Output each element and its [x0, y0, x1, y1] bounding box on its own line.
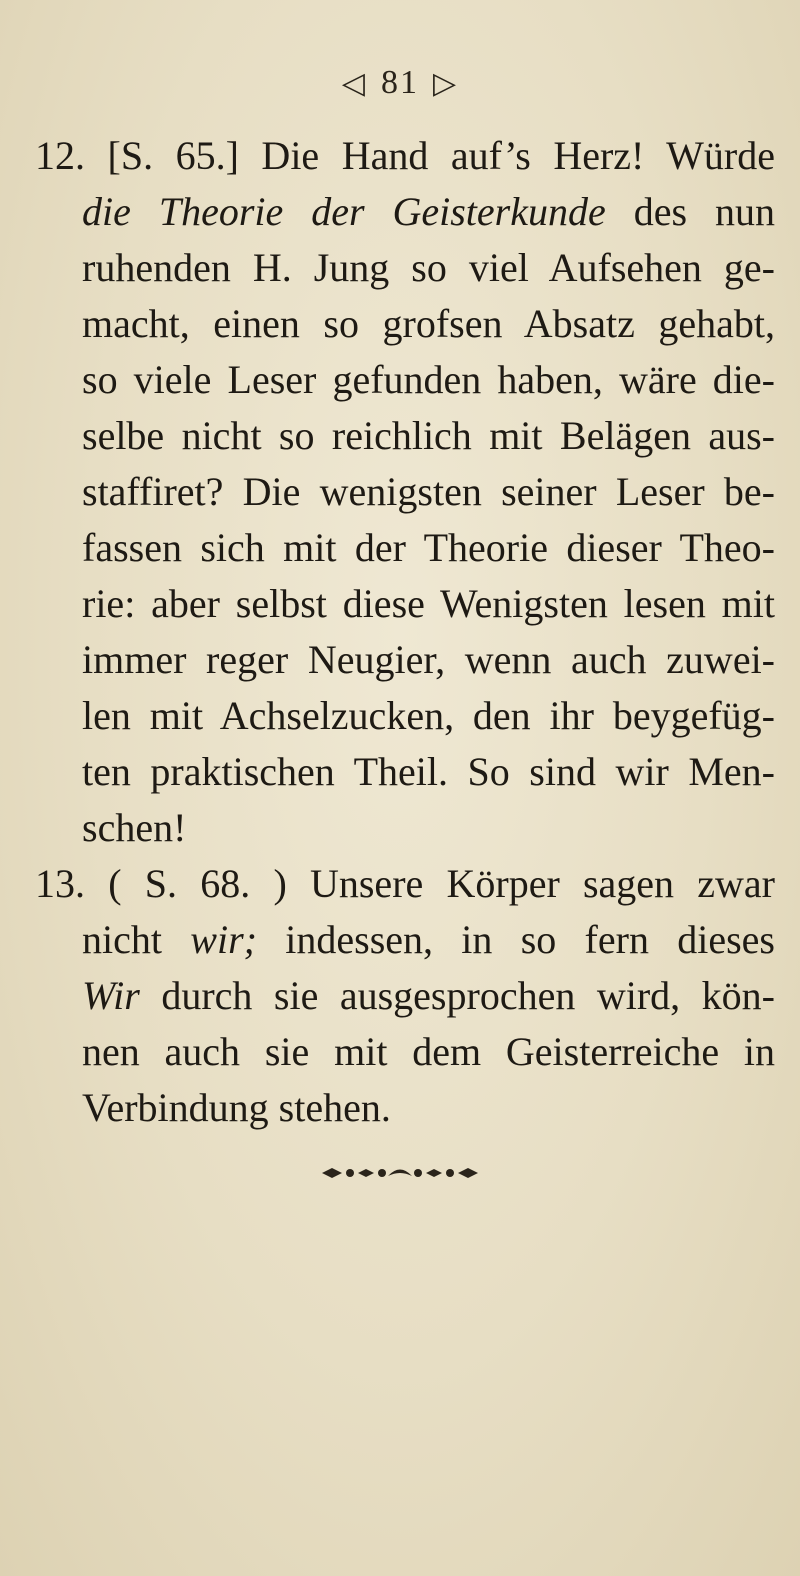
- note-line: staffiret? Die wenigsten seiner Leser be-: [82, 469, 775, 514]
- note-line: Verbindung stehen.: [82, 1085, 391, 1130]
- note-line: 12. [S. 65.] Die Hand auf’s Herz! Würde: [35, 133, 775, 178]
- note-13: [35, 856, 775, 1136]
- note-number: 13.: [35, 861, 85, 906]
- decorative-rule: [0, 1163, 800, 1188]
- page-header: [0, 62, 800, 102]
- note-line: 13. ( S. 68. ) Unsere Körper sagen zwar: [35, 861, 775, 906]
- note-line: selbe nicht so reichlich mit Belägen aus-: [82, 413, 775, 458]
- note-line: Wir durch sie ausgesprochen wird, kön-: [82, 973, 775, 1018]
- ornament-rule-icon: [320, 1163, 480, 1183]
- left-ornament-icon: ◁: [341, 66, 367, 100]
- note-number: 12.: [35, 133, 85, 178]
- note-line: fassen sich mit der Theorie dieser Theo-: [82, 525, 775, 570]
- note-12: [35, 128, 775, 856]
- note-line: len mit Achselzucken, den ihr beygefüg-: [82, 693, 775, 738]
- note-line: die Theorie der Geisterkunde des nun: [82, 189, 775, 234]
- note-line: ruhenden H. Jung so viel Aufsehen ge-: [82, 245, 775, 290]
- note-line: schen!: [82, 805, 187, 850]
- note-line: nicht wir; indessen, in so fern dieses: [82, 917, 775, 962]
- note-line: ten praktischen Theil. So sind wir Men-: [82, 749, 775, 794]
- note-line: macht, einen so grofsen Absatz gehabt,: [82, 301, 775, 346]
- note-line: immer reger Neugier, wenn auch zuwei-: [82, 637, 775, 682]
- note-line: so viele Leser gefunden haben, wäre die-: [82, 357, 775, 402]
- note-line: rie: aber selbst diese Wenigsten lesen mit: [82, 581, 775, 626]
- notes-body: [35, 128, 775, 1136]
- page-number: 81: [381, 64, 419, 102]
- note-line: nen auch sie mit dem Geisterreiche in: [82, 1029, 775, 1074]
- right-ornament-icon: ▷: [433, 66, 459, 100]
